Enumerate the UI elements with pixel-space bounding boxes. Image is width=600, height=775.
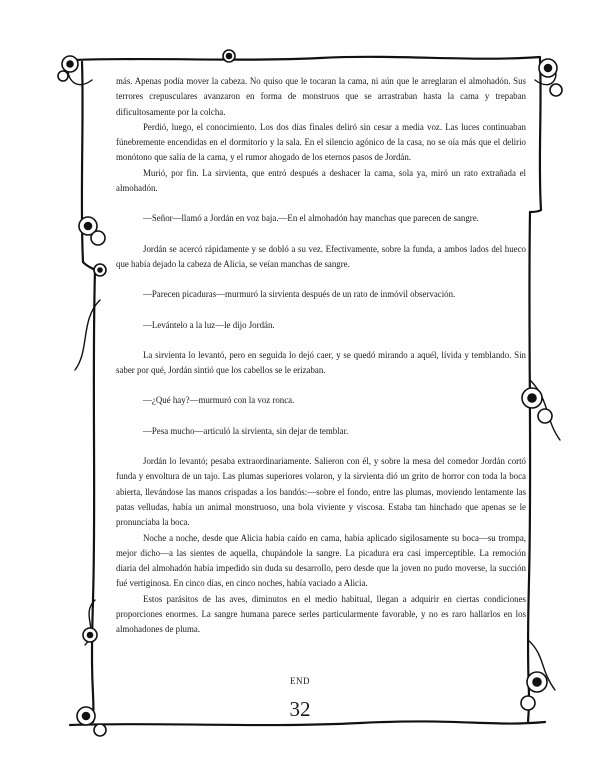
paragraph: Murió, por fin. La sirvienta, que entró después a deshacer la cama, sola ya, miró un rato extrañada el almohadón. xyxy=(116,167,526,194)
story-text xyxy=(116,74,526,638)
paragraph: Noche a noche, desde que Alicia había caído en cama, había aplicado sigilosamente su boca—su trompa, mejor dicho—a las sientes de aquella, chupándole la sangre. La picadura era casi imperceptible. La remoción diaria del almohadón había impedido sin duda su desarrollo, pero desde que la joven no pudo moverse, la succión fué vertiginosa. En cinco días, en cinco noches, había vaciado a Alicia. xyxy=(116,532,526,589)
paragraph: Estos parásitos de las aves, diminutos en el medio habitual, llegan a adquirir en ciertas condiciones proporciones enormes. La sangre humana parece serles particularmente favorable, y no es raro hallarlos en los almohadones de pluma. xyxy=(116,593,526,635)
paragraph: —Pesa mucho—articuló la sirvienta, sin dejar de temblar. xyxy=(143,425,349,436)
paragraph: Perdió, luego, el conocimiento. Los dos días finales deliró sin cesar a media voz. Las luces continuaban fúnebremente encendidas en el dormitorio y la sala. En el silencio agónico de la casa, no se oía más que el delirio monótono que salía de la cama, y el rumor ahogado de los eternos pasos de Jordán. xyxy=(116,121,526,163)
paragraph: Jordán se acercó rápidamente y se dobló a su vez. Efectivamente, sobre la funda, a ambos lados del hueco que había dejado la cabeza de Alicia, se veían manchas de sangre. xyxy=(116,243,526,269)
paragraph: —Parecen picaduras—murmuró la sirvienta después de un rato de inmóvil observación. xyxy=(143,289,456,300)
right-upper-border xyxy=(540,58,541,210)
flower-icon-top-center xyxy=(223,50,235,62)
paragraph: —Levántelo a la luz—le dijo Jordán. xyxy=(143,319,275,330)
flower-icon-top-left xyxy=(58,56,78,81)
top-border-line xyxy=(75,57,540,60)
flower-icon-top-right xyxy=(539,59,562,96)
end-label: END xyxy=(290,676,310,686)
paragraph: más. Apenas podía mover la cabeza. No quiso que le tocaran la cama, ni aún que le arreglaran el almohadón. Sus terrores crepusculares avanzaron en forma de monstruos que se arrastraban hasta la cama y trepaban dificultosamente por la colcha. xyxy=(116,76,526,117)
flower-icon-left-low xyxy=(83,628,97,642)
paragraph: —Señor—llamó a Jordán en voz baja.—En el almohadón hay manchas que parecen de sangre. xyxy=(143,213,479,224)
paragraph: —¿Qué hay?—murmuró con la voz ronca. xyxy=(143,395,295,406)
right-lower-border xyxy=(528,212,530,722)
left-lower-border xyxy=(92,270,95,722)
flower-icon-right-mid xyxy=(522,388,552,423)
paragraph: Jordán lo levantó; pesaba extraordinariamente. Salieron con él, y sobre la mesa del comedor Jordán cortó funda y envoltura de un tajo. Las plumas superiores volaron, y la sirvienta dió un grito de horror con toda la boca abierta, llevándose las manos crispadas a los bandós:—sobre el fondo, entre las plumas, moviendo lentamente las patas velludas, había un animal monstruoso, una bola viviente y viscosa. Estaba tan hinchado que apenas se le pronunciaba la boca. xyxy=(116,456,526,528)
page-number: 32 xyxy=(289,697,311,721)
paragraph: La sirvienta lo levantó, pero en seguida lo dejó caer, y se quedó mirando a aquél, lívida y temblando. Sin saber por qué, Jordán sintió que los cabellos se le erizaban. xyxy=(116,349,526,376)
